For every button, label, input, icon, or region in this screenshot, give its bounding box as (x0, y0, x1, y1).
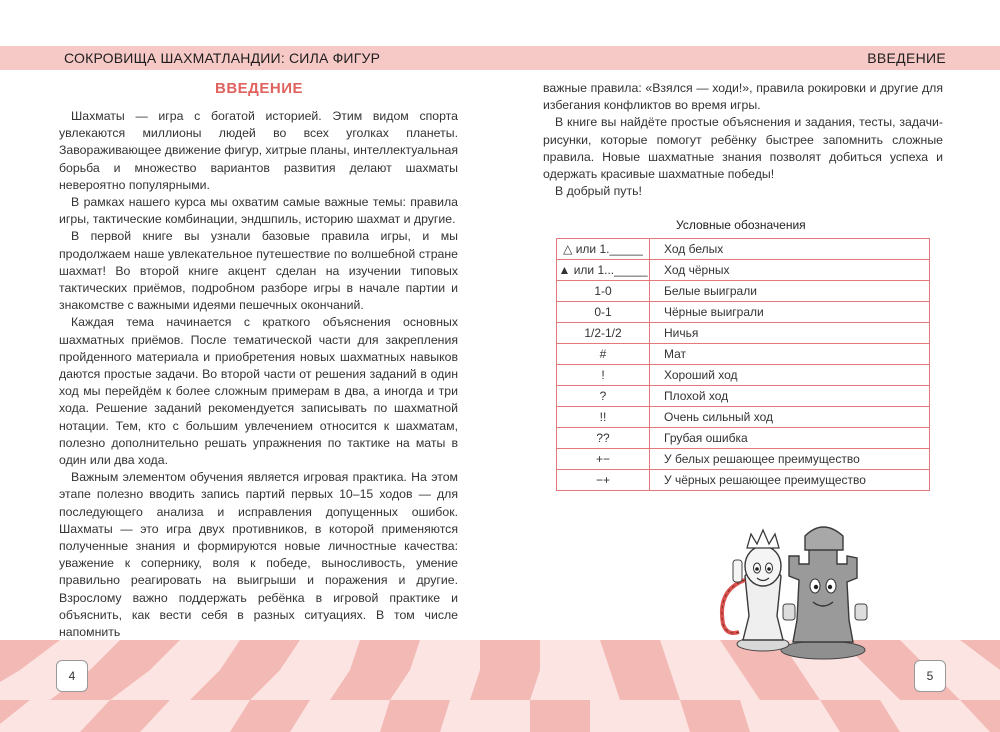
legend-symbol: −+ (557, 470, 650, 491)
chapter-title: ВВЕДЕНИЕ (215, 80, 303, 97)
table-row (557, 239, 930, 260)
paragraph: В книге вы найдёте простые объяснения и задания, тесты, задачи-рисунки, которые помогут ребёнку быстрее запомнить сложные правила. Новые шахматные знания позволят добиться успеха и одержать красивые шахматные победы! (543, 115, 943, 182)
legend-meaning: У чёрных решающее преимущество (650, 470, 930, 491)
legend-meaning: Хороший ход (650, 365, 930, 386)
chess-characters-illustration (705, 520, 895, 660)
legend-symbol: 0-1 (557, 302, 650, 323)
legend-meaning: Очень сильный ход (650, 407, 930, 428)
paragraph: важные правила: «Взялся — ходи!», правила рокировки и другие для избегания конфликтов во время игры. (543, 81, 943, 113)
legend-symbol: 1/2-1/2 (557, 323, 650, 344)
page-number-left: 4 (56, 660, 88, 692)
legend-symbol: △ или 1._____ (557, 239, 650, 260)
legend-table (556, 238, 930, 491)
table-row (557, 386, 930, 407)
legend-symbol: ! (557, 365, 650, 386)
right-column (543, 80, 943, 200)
paragraph: В первой книге вы узнали базовые правила игры, и мы продолжаем наше увлекательное путешествие по волшебной стране шахмат! Во второй книге акцент сделан на изучении типовых тактических приёмов, подробном разборе игры в начале партии и знакомстве с важными идеями пешечных окончаний. (59, 229, 458, 313)
book-title: СОКРОВИЩА ШАХМАТЛАНДИИ: СИЛА ФИГУР (64, 50, 381, 66)
legend-symbol: ?? (557, 428, 650, 449)
table-row (557, 470, 930, 491)
table-row (557, 407, 930, 428)
legend-symbol: ? (557, 386, 650, 407)
paragraph: Каждая тема начинается с краткого объяснения основных шахматных приёмов. После тематической части для закрепления пройденного материала и приобретения новых шахматных навыков даются простые задачи. Во второй части от решения заданий в один ход мы перейдём к более сложным примерам в два, а иногда и три хода. Решение заданий рекомендуется записывать по шахматной нотации. Тем, кто с большим увлечением относится к шахматам, полезно дополнительно решать упражнения по тактике на маты в один или два хода. (59, 315, 458, 468)
running-header (0, 46, 1000, 70)
legend-meaning: Грубая ошибка (650, 428, 930, 449)
table-row (557, 302, 930, 323)
table-row (557, 449, 930, 470)
legend-title: Условные обозначения (676, 218, 806, 232)
table-row (557, 365, 930, 386)
legend-meaning: Ход белых (650, 239, 930, 260)
section-title: ВВЕДЕНИЕ (867, 50, 946, 66)
legend-meaning: Мат (650, 344, 930, 365)
legend-symbol: +− (557, 449, 650, 470)
queen-character-icon (722, 530, 789, 651)
left-column (59, 108, 458, 641)
legend-meaning: Плохой ход (650, 386, 930, 407)
legend-meaning: Ничья (650, 323, 930, 344)
legend-symbol: 1-0 (557, 281, 650, 302)
paragraph: В добрый путь! (555, 184, 642, 199)
paragraph: Важным элементом обучения является игровая практика. На этом этапе полезно вводить запись партий первых 10–15 ходов — для последующего анализа и исправления допущенных ошибок. Шахматы — это игра двух противников, в которой применяются полученные знания и формируются новые личностные качества: уважение к сопернику, воля к победе, выносливость, умение правильно реагировать на выигрыши и поражения и другие. Взрослому важно поддержать ребёнка в игровой практике и объяснить, как вести себя в разных ситуациях. В том числе напомнить (59, 470, 458, 640)
rook-character-icon (781, 527, 867, 659)
legend-symbol: !! (557, 407, 650, 428)
page-number-right: 5 (914, 660, 946, 692)
legend-symbol: ▲ или 1..._____ (557, 260, 650, 281)
legend-meaning: Ход чёрных (650, 260, 930, 281)
legend-meaning: Чёрные выиграли (650, 302, 930, 323)
paragraph: Шахматы — игра с богатой историей. Этим видом спорта увлекаются миллионы людей во всех уголках планеты. Завораживающее движение фигур, хитрые планы, интеллектуальная борьба и множество вариантов развития делают шахматы невероятно популярными. (59, 109, 459, 192)
legend-meaning: Белые выиграли (650, 281, 930, 302)
table-row (557, 281, 930, 302)
legend-meaning: У белых решающее преимущество (650, 449, 930, 470)
table-row (557, 428, 930, 449)
table-row (557, 344, 930, 365)
table-row (557, 323, 930, 344)
table-row (557, 260, 930, 281)
legend-symbol: # (557, 344, 650, 365)
paragraph: В рамках нашего курса мы охватим самые важные темы: правила игры, тактические комбинации, эндшпиль, историю шахмат и другие. (59, 195, 458, 227)
